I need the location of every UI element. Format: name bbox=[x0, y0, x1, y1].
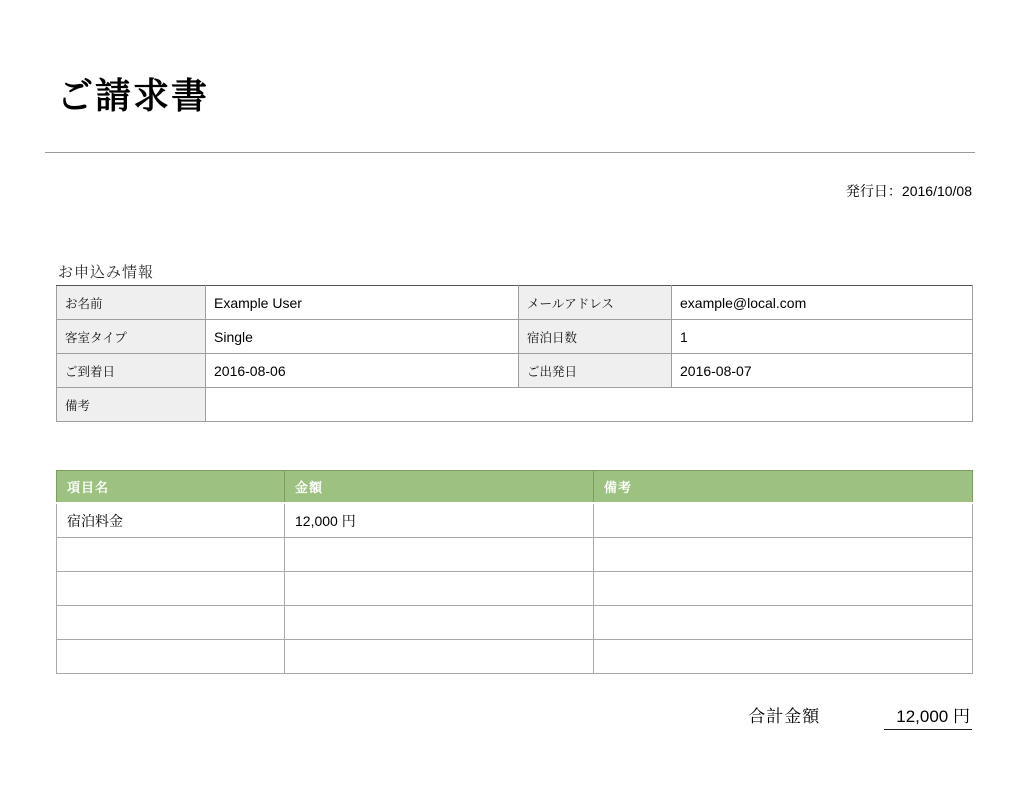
name-value: Example User bbox=[206, 286, 519, 320]
departure-value: 2016-08-07 bbox=[672, 354, 973, 388]
page-title: ご請求書 bbox=[57, 75, 210, 116]
total-label: 合計金額 bbox=[748, 707, 821, 726]
info-row-arrival-departure bbox=[57, 354, 973, 388]
nights-label: 宿泊日数 bbox=[519, 320, 672, 354]
note-cell bbox=[594, 503, 973, 538]
amount-cell bbox=[285, 572, 594, 606]
item-name-header: 項目名 bbox=[57, 471, 285, 504]
note-header: 備考 bbox=[594, 471, 973, 504]
info-row-notes bbox=[57, 388, 973, 422]
room-type-label: 客室タイプ bbox=[57, 320, 206, 354]
application-info-table bbox=[56, 285, 973, 422]
item-name-cell bbox=[57, 606, 285, 640]
note-cell bbox=[594, 538, 973, 572]
total-value: 12,000 円 bbox=[884, 702, 972, 730]
issue-date-label: 発行日： bbox=[845, 183, 902, 199]
info-row-name-email bbox=[57, 286, 973, 320]
item-row bbox=[57, 572, 973, 606]
item-row bbox=[57, 640, 973, 674]
email-label: メールアドレス bbox=[519, 286, 672, 320]
notes-value bbox=[206, 388, 973, 422]
amount-cell: 12,000 円 bbox=[285, 503, 594, 538]
item-row bbox=[57, 503, 973, 538]
arrival-value: 2016-08-06 bbox=[206, 354, 519, 388]
amount-cell bbox=[285, 538, 594, 572]
item-name-cell bbox=[57, 538, 285, 572]
items-header-row bbox=[57, 471, 973, 504]
item-name-cell bbox=[57, 640, 285, 674]
notes-label: 備考 bbox=[57, 388, 206, 422]
header-divider bbox=[45, 152, 975, 153]
item-name-cell: 宿泊料金 bbox=[57, 503, 285, 538]
amount-header: 金額 bbox=[285, 471, 594, 504]
item-row bbox=[57, 606, 973, 640]
room-type-value: Single bbox=[206, 320, 519, 354]
note-cell bbox=[594, 606, 973, 640]
departure-label: ご出発日 bbox=[519, 354, 672, 388]
item-name-cell bbox=[57, 572, 285, 606]
item-row bbox=[57, 538, 973, 572]
items-table bbox=[56, 470, 973, 674]
amount-cell bbox=[285, 640, 594, 674]
name-label: お名前 bbox=[57, 286, 206, 320]
info-row-roomtype-nights bbox=[57, 320, 973, 354]
application-info-heading: お申込み情報 bbox=[58, 264, 155, 281]
issue-date-value: 2016/10/08 bbox=[901, 183, 972, 199]
total-row bbox=[748, 702, 972, 730]
note-cell bbox=[594, 572, 973, 606]
issue-date bbox=[846, 181, 972, 201]
nights-value: 1 bbox=[672, 320, 973, 354]
email-value: example@local.com bbox=[672, 286, 973, 320]
note-cell bbox=[594, 640, 973, 674]
arrival-label: ご到着日 bbox=[57, 354, 206, 388]
amount-cell bbox=[285, 606, 594, 640]
